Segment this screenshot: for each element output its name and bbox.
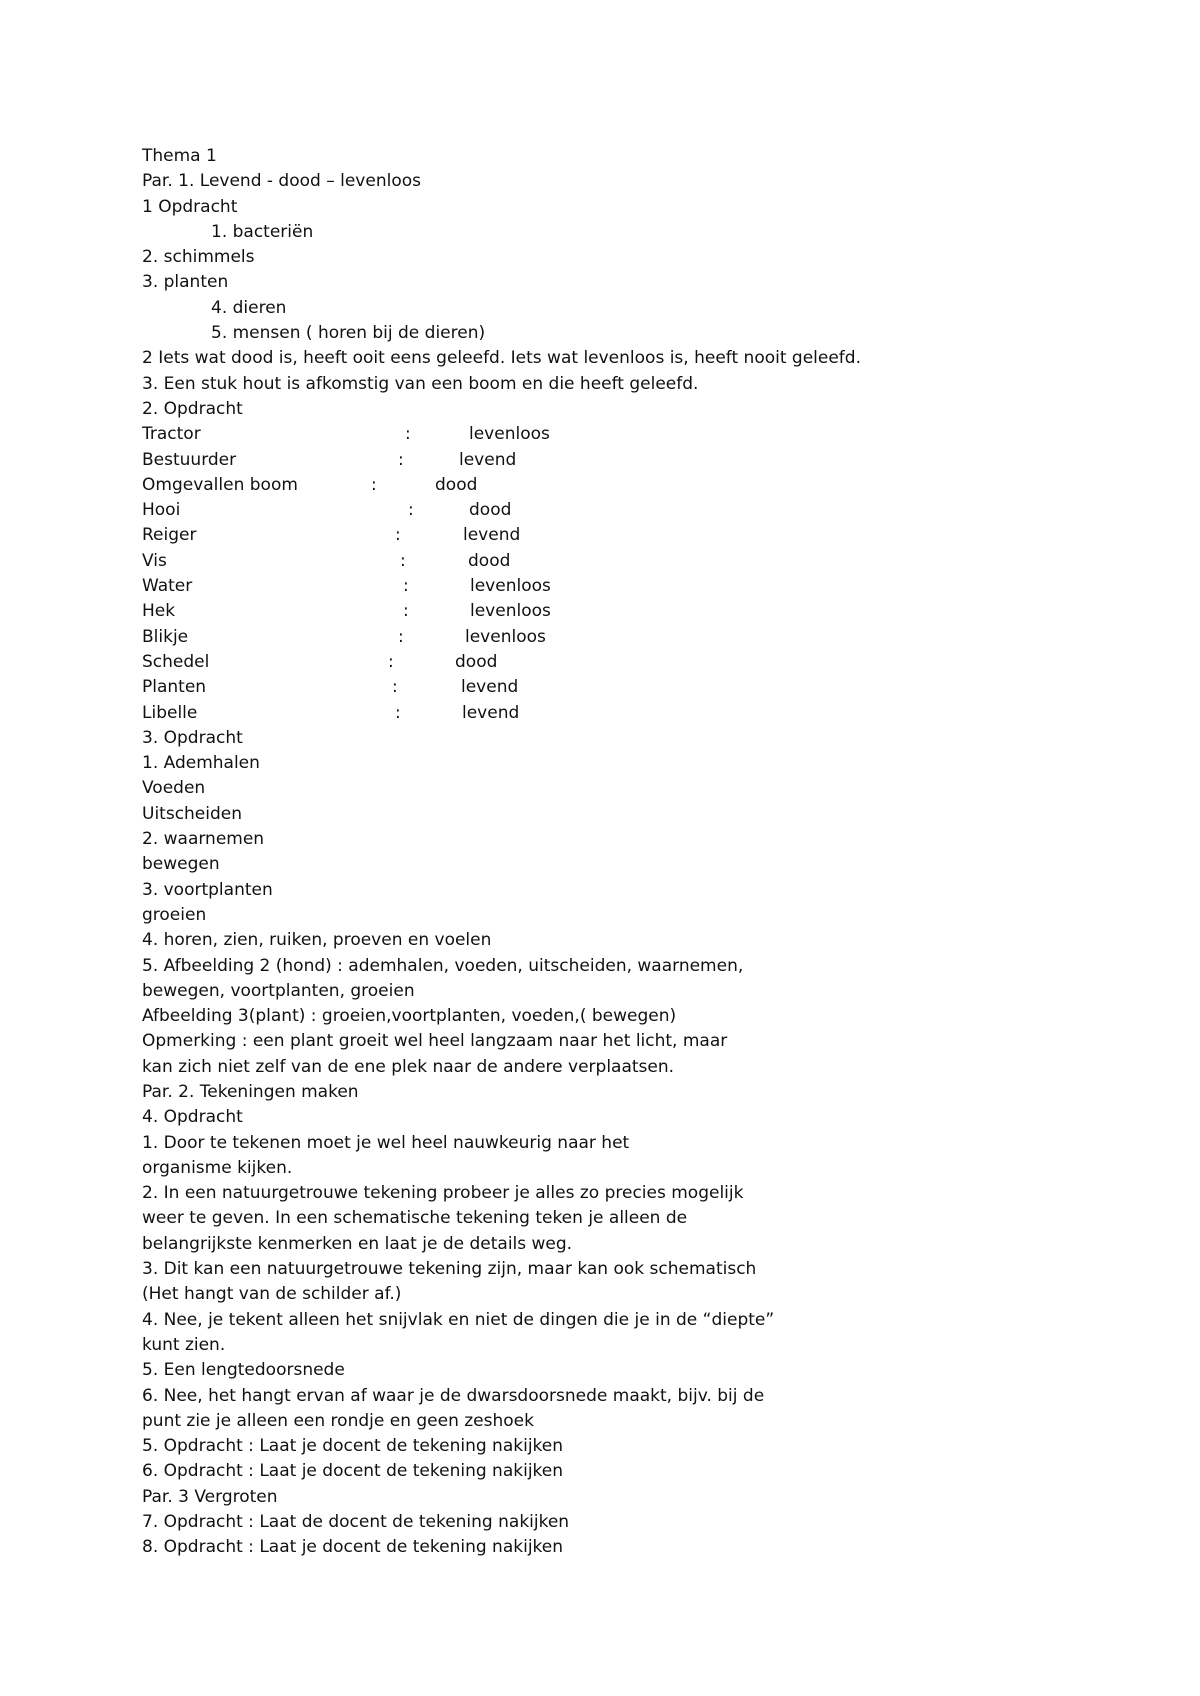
item-label: Vis [142, 550, 167, 571]
item-label: Blikje [142, 626, 189, 647]
classification-row [142, 473, 1142, 498]
text-line: 5. Een lengtedoorsnede [142, 1360, 345, 1381]
separator-colon: : [388, 651, 394, 672]
item-status: dood [468, 550, 511, 571]
text-line: 4. horen, zien, ruiken, proeven en voelen [142, 930, 492, 951]
separator-colon: : [403, 601, 409, 622]
text-line: 4. dieren [211, 297, 287, 318]
item-status: levenloos [465, 626, 546, 647]
classification-row [142, 422, 1142, 447]
text-line: belangrijkste kenmerken en laat je de details weg. [142, 1233, 573, 1254]
text-line: Afbeelding 3(plant) : groeien,voortplanten, voeden,( bewegen) [142, 1006, 677, 1027]
item-label: Libelle [142, 702, 198, 723]
text-line: weer te geven. In een schematische tekening teken je alleen de [142, 1208, 688, 1229]
item-status: levenloos [469, 424, 550, 445]
item-status: levenloos [470, 601, 551, 622]
item-label: Reiger [142, 525, 197, 546]
separator-colon: : [392, 677, 398, 698]
separator-colon: : [371, 474, 377, 495]
separator-colon: : [398, 626, 404, 647]
text-line: kunt zien. [142, 1334, 226, 1355]
text-line: bewegen [142, 854, 220, 875]
text-line: Voeden [142, 778, 206, 799]
text-line: 2. schimmels [142, 247, 255, 268]
text-line: 3. Opdracht [142, 727, 243, 748]
text-line: 5. Opdracht : Laat je docent de tekening nakijken [142, 1436, 564, 1457]
separator-colon: : [408, 500, 414, 521]
text-line: 8. Opdracht : Laat je docent de tekening nakijken [142, 1537, 564, 1558]
text-line: 3. voortplanten [142, 879, 273, 900]
separator-colon: : [395, 525, 401, 546]
text-line: 1. bacteriën [211, 221, 314, 242]
item-label: Schedel [142, 651, 210, 672]
text-line: 2. In een natuurgetrouwe tekening probeer je alles zo precies mogelijk [142, 1183, 744, 1204]
item-status: levenloos [470, 576, 551, 597]
classification-row [142, 448, 1142, 473]
classification-row [142, 523, 1142, 548]
item-status: dood [469, 500, 512, 521]
classification-row [142, 549, 1142, 574]
classification-row [142, 650, 1142, 675]
classification-row [142, 625, 1142, 650]
classification-row [142, 675, 1142, 700]
classification-row [142, 498, 1142, 523]
separator-colon: : [395, 702, 401, 723]
text-line: 3. Dit kan een natuurgetrouwe tekening zijn, maar kan ook schematisch [142, 1259, 757, 1280]
item-status: dood [455, 651, 498, 672]
document-body [142, 144, 1142, 1561]
item-label: Hooi [142, 500, 181, 521]
text-line: bewegen, voortplanten, groeien [142, 980, 415, 1001]
item-status: levend [459, 449, 517, 470]
text-line: 2. waarnemen [142, 829, 265, 850]
item-status: levend [463, 525, 521, 546]
text-line: Uitscheiden [142, 803, 243, 824]
text-line: 1 Opdracht [142, 196, 238, 217]
text-line: (Het hangt van de schilder af.) [142, 1284, 402, 1305]
text-line: 5. mensen ( horen bij de dieren) [211, 323, 486, 344]
text-line: 1. Door te tekenen moet je wel heel nauwkeurig naar het [142, 1132, 630, 1153]
item-label: Hek [142, 601, 176, 622]
classification-row [142, 701, 1142, 726]
text-line: Thema 1 [142, 146, 217, 166]
item-status: dood [435, 474, 478, 495]
text-line: 6. Opdracht : Laat je docent de tekening nakijken [142, 1461, 564, 1482]
text-line: 3. planten [142, 272, 229, 293]
text-line: organisme kijken. [142, 1157, 293, 1178]
item-status: levend [461, 677, 519, 698]
text-line: 3. Een stuk hout is afkomstig van een boom en die heeft geleefd. [142, 373, 699, 394]
classification-row [142, 574, 1142, 599]
separator-colon: : [403, 576, 409, 597]
item-label: Water [142, 576, 193, 597]
item-label: Tractor [142, 424, 201, 445]
text-line: Par. 1. Levend - dood – levenloos [142, 171, 421, 192]
text-line: Opmerking : een plant groeit wel heel langzaam naar het licht, maar [142, 1031, 728, 1052]
text-line: 4. Nee, je tekent alleen het snijvlak en niet de dingen die je in de “diepte” [142, 1309, 775, 1330]
text-line: 7. Opdracht : Laat de docent de tekening nakijken [142, 1512, 570, 1533]
classification-row [142, 599, 1142, 624]
text-line: 2 Iets wat dood is, heeft ooit eens geleefd. Iets wat levenloos is, heeft nooit geleefd. [142, 348, 861, 369]
text-line: Par. 3 Vergroten [142, 1486, 278, 1507]
item-label: Planten [142, 677, 207, 698]
text-line: 4. Opdracht [142, 1107, 243, 1128]
text-line: 5. Afbeelding 2 (hond) : ademhalen, voeden, uitscheiden, waarnemen, [142, 955, 744, 976]
text-line: 1. Ademhalen [142, 753, 260, 774]
separator-colon: : [398, 449, 404, 470]
item-label: Omgevallen boom [142, 474, 298, 495]
separator-colon: : [405, 424, 411, 445]
item-label: Bestuurder [142, 449, 237, 470]
text-line: Par. 2. Tekeningen maken [142, 1081, 359, 1102]
text-line: 2. Opdracht [142, 398, 243, 419]
text-line: groeien [142, 904, 207, 925]
text-line: punt zie je alleen een rondje en geen zeshoek [142, 1410, 534, 1431]
item-status: levend [462, 702, 520, 723]
separator-colon: : [400, 550, 406, 571]
text-line: 6. Nee, het hangt ervan af waar je de dwarsdoorsnede maakt, bijv. bij de [142, 1385, 765, 1406]
text-line: kan zich niet zelf van de ene plek naar de andere verplaatsen. [142, 1056, 675, 1077]
